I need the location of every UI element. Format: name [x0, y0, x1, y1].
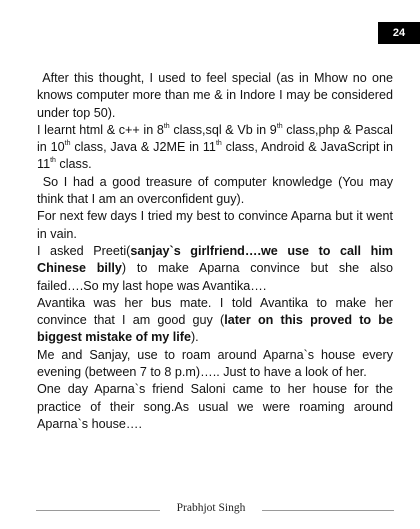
footer-divider-left [36, 510, 160, 511]
text-run: class,sql & Vb in 9 [169, 122, 277, 137]
superscript: th [163, 122, 170, 130]
paragraph-text: After this thought, I used to feel special (as in Mhow no one knows computer more than me & in Indore I may be considered under top 50). [37, 71, 393, 120]
text-run: I learnt html & c++ in 8 [37, 122, 164, 137]
superscript: th [64, 140, 71, 147]
text-run: class, Android & JavaScript in 11 [37, 140, 393, 172]
paragraph: For next few days I tried my best to convince Aparna but it went in vain. [37, 209, 393, 241]
paragraph [37, 295, 393, 347]
paragraph [37, 70, 393, 122]
footer-author: Prabhjot Singh [176, 502, 246, 514]
text-run: class,php & Pascal in 10 [37, 122, 393, 155]
paragraph-text: So I had a good treasure of computer knowledge (You may think that I am an overconfident guy). [37, 174, 394, 207]
paragraph [37, 243, 393, 295]
paragraph [37, 174, 393, 209]
paragraph: One day Aparna`s friend Saloni came to her house for the practice of their song.As usual we were roaming around Aparna`s house…. [37, 382, 393, 431]
text-run: class. [55, 157, 92, 172]
bold-text: sanjay`s girlfriend….we use to call him Chinese billy [37, 243, 393, 276]
superscript: th [215, 140, 222, 147]
paragraph: Me and Sanjay, use to roam around Aparna`s house every evening (between 7 to 8 p.m)….. Just to have a look of her. [37, 347, 393, 380]
footer-divider-right [262, 510, 394, 511]
paragraph [37, 122, 393, 174]
body-text [37, 70, 393, 433]
text-run: ) to make Aparna convince but she also failed….So my last hope was Avantika…. [37, 261, 393, 293]
text-run: class, Java & J2ME in 11 [70, 140, 216, 155]
bold-text: later on this proved to be biggest mistake of my life [37, 313, 393, 345]
text-run: Avantika was her bus mate. I told Avantika to make her convince that I am good guy ( [37, 295, 393, 328]
text-run: ). [190, 330, 199, 345]
superscript: th [50, 157, 56, 165]
text-run: I asked Preeti( [37, 243, 131, 258]
superscript: th [276, 122, 283, 130]
page-number: 24 [378, 22, 420, 44]
